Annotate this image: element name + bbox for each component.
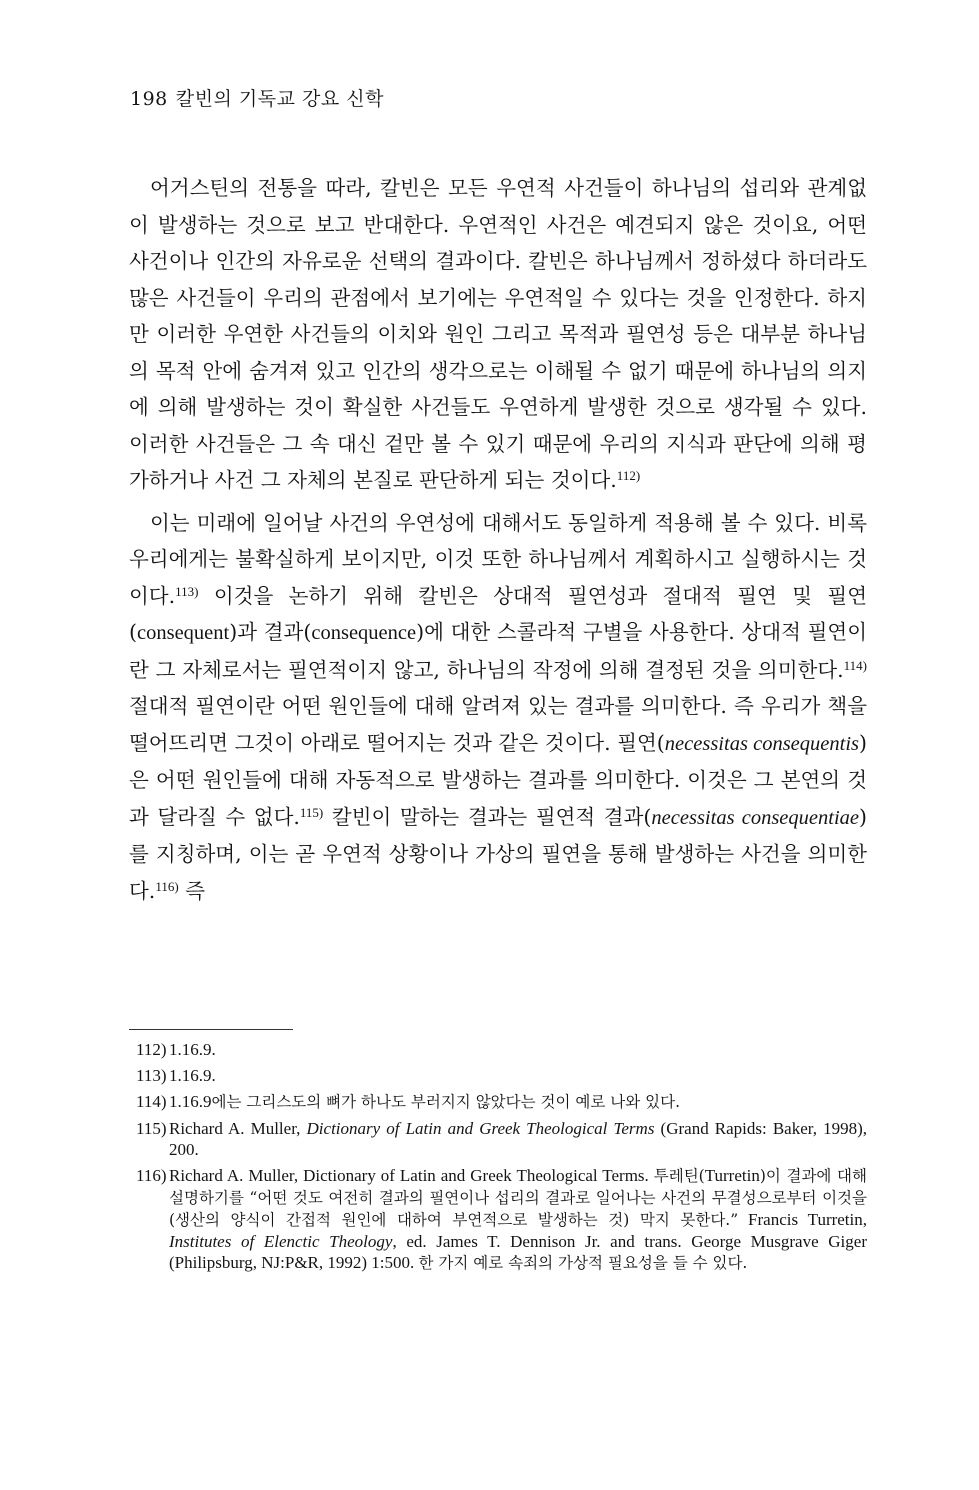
footnote-text: 1.16.9. — [169, 1040, 216, 1059]
footnote-cite: 1.16.9 — [169, 1092, 212, 1111]
footnote-number: 115) — [136, 1119, 167, 1138]
footnote-author: Richard A. Muller, — [169, 1119, 307, 1138]
footnote-116 — [136, 1165, 867, 1274]
footnote-text: 에는 그리스도의 뼈가 하나도 부러지지 않았다는 것이 예로 나와 있다. — [211, 1093, 681, 1111]
footnote-text: 1.16.9. — [169, 1066, 216, 1085]
footnote-publication: (Grand Rapids: Baker, 1998), 200. — [169, 1119, 867, 1159]
footnote-ref-112: 112) — [616, 468, 641, 483]
book-title: 칼빈의 기독교 강요 신학 — [175, 88, 384, 110]
footnote-korean-3: 한 가지 예로 속죄의 가상적 필요성을 들 수 있다. — [418, 1254, 748, 1272]
footnote-number: 112) — [136, 1040, 167, 1059]
footnote-114 — [136, 1091, 867, 1113]
footnote-line-1: Richard A. Muller, Dictionary of Latin and Greek Theological Terms. — [169, 1166, 649, 1185]
p2-sentence-4b: )를 지칭하며, 이는 곧 우연적 상황이나 가상의 필연을 통해 발생하는 사건을 의미한다. — [129, 804, 868, 903]
footnote-book-title: Institutes of Elenctic Theology — [169, 1232, 393, 1251]
footnote-ref-115: 115) — [299, 804, 324, 820]
footnote-115 — [136, 1118, 867, 1160]
term-consequence: consequence — [311, 622, 417, 644]
footnote-number: 113) — [136, 1066, 167, 1085]
term-necessitas-consequentis: necessitas consequentis — [664, 732, 859, 755]
term-necessitas-consequentiae: necessitas consequentiae — [651, 806, 860, 829]
footnote-112 — [136, 1039, 867, 1060]
term-consequent: consequent — [137, 622, 230, 644]
footnote-book-title: Dictionary of Latin and Greek Theological Terms — [306, 1119, 655, 1138]
main-text — [129, 170, 867, 909]
paragraph-1 — [129, 170, 867, 499]
footnote-korean-2: )이 결과에 대해 설명하기를 “어떤 것도 여전히 결과의 필연이나 섭리의 결과로 일어나는 사건의 무결성으로부터 이것을(생산의 양식이 간접적 원인에 대하여 부연적으로 발생하는 것) 막지 못한다.” — [169, 1167, 867, 1229]
footnote-divider — [129, 1029, 293, 1030]
footnote-korean-1: 투레틴( — [653, 1167, 705, 1185]
paragraph-1-text: 어거스틴의 전통을 따라, 칼빈은 모든 우연적 사건들이 하나님의 섭리와 관계없이 발생하는 것으로 보고 반대한다. 우연적인 사건은 예견되지 않은 것이요, 어떤 사건이나 인간의 자유로운 선택의 결과이다. 칼빈은 하나님께서 정하셨다 하더라도 많은 사건들이 우리의 관점에서 보기에는 우연적일 수 있다는 것을 인정한다. 하지만 이러한 우연한 사건들의 이치와 원인 그리고 목적과 필연성 등은 대부분 하나님의 목적 안에 숨겨져 있고 인간의 생각으로는 이해될 수 없기 때문에 하나님의 의지에 의해 발생하는 것이 확실한 사건들도 우연하게 발생한 것으로 생각될 수 있다. 이러한 사건들은 그 속 대신 겉만 볼 수 있기 때문에 우리의 지식과 판단에 의해 평가하거나 사건 그 자체의 본질로 판단하게 되는 것이다. — [129, 176, 867, 492]
paragraph-2 — [129, 505, 867, 910]
footnote-turretin: Turretin — [704, 1166, 760, 1185]
running-header — [130, 84, 384, 111]
p2-sentence-2c: )에 대한 스콜라적 구별을 사용한다. 상대적 필연이란 그 자체로서는 필연적이지 않고, 하나님의 작정에 의해 결정된 것을 의미한다. — [129, 620, 868, 682]
p2-sentence-1: 이는 미래에 일어날 사건의 우연성에 대해서도 동일하게 적용해 볼 수 있다. 비록 우리에게는 불확실하게 보이지만, 이것 또한 하나님께서 계획하시고 실행하시는 것이다. — [129, 510, 867, 608]
p2-sentence-2a: 이것을 논하기 위해 칼빈은 상대적 필연성과 절대적 필연 및 필연( — [129, 583, 867, 644]
p2-sentence-2b: )과 결과( — [229, 620, 312, 644]
p2-sentence-4a: 칼빈이 말하는 결과는 필연적 결과( — [323, 804, 652, 829]
footnotes — [136, 1039, 867, 1279]
page-number: 198 — [130, 88, 168, 110]
footnote-113 — [136, 1065, 867, 1086]
footnote-number: 116) — [136, 1166, 167, 1185]
footnote-ref-113: 113) — [175, 583, 199, 599]
footnote-number: 114) — [136, 1092, 167, 1111]
footnote-author: Francis Turretin, — [738, 1210, 868, 1229]
p2-sentence-3a: 절대적 필연이란 어떤 원인들에 대해 알려져 있는 결과를 의미한다. 즉 우리가 책을 떨어뜨리면 그것이 아래로 떨어지는 것과 같은 것이다. 필연( — [129, 694, 867, 755]
footnote-publication: , ed. James T. Dennison Jr. and trans. George Musgrave Giger (Philipsburg, NJ:P&R, 1992) 1:500. — [169, 1232, 867, 1272]
p2-sentence-3b: )은 어떤 원인들에 대해 자동적으로 발생하는 결과를 의미한다. 이것은 그 본연의 것과 달라질 수 없다. — [129, 730, 867, 829]
p2-sentence-4c: 즉 — [178, 878, 206, 903]
footnote-ref-116: 116) — [155, 878, 179, 894]
footnote-ref-114: 114) — [843, 657, 867, 673]
